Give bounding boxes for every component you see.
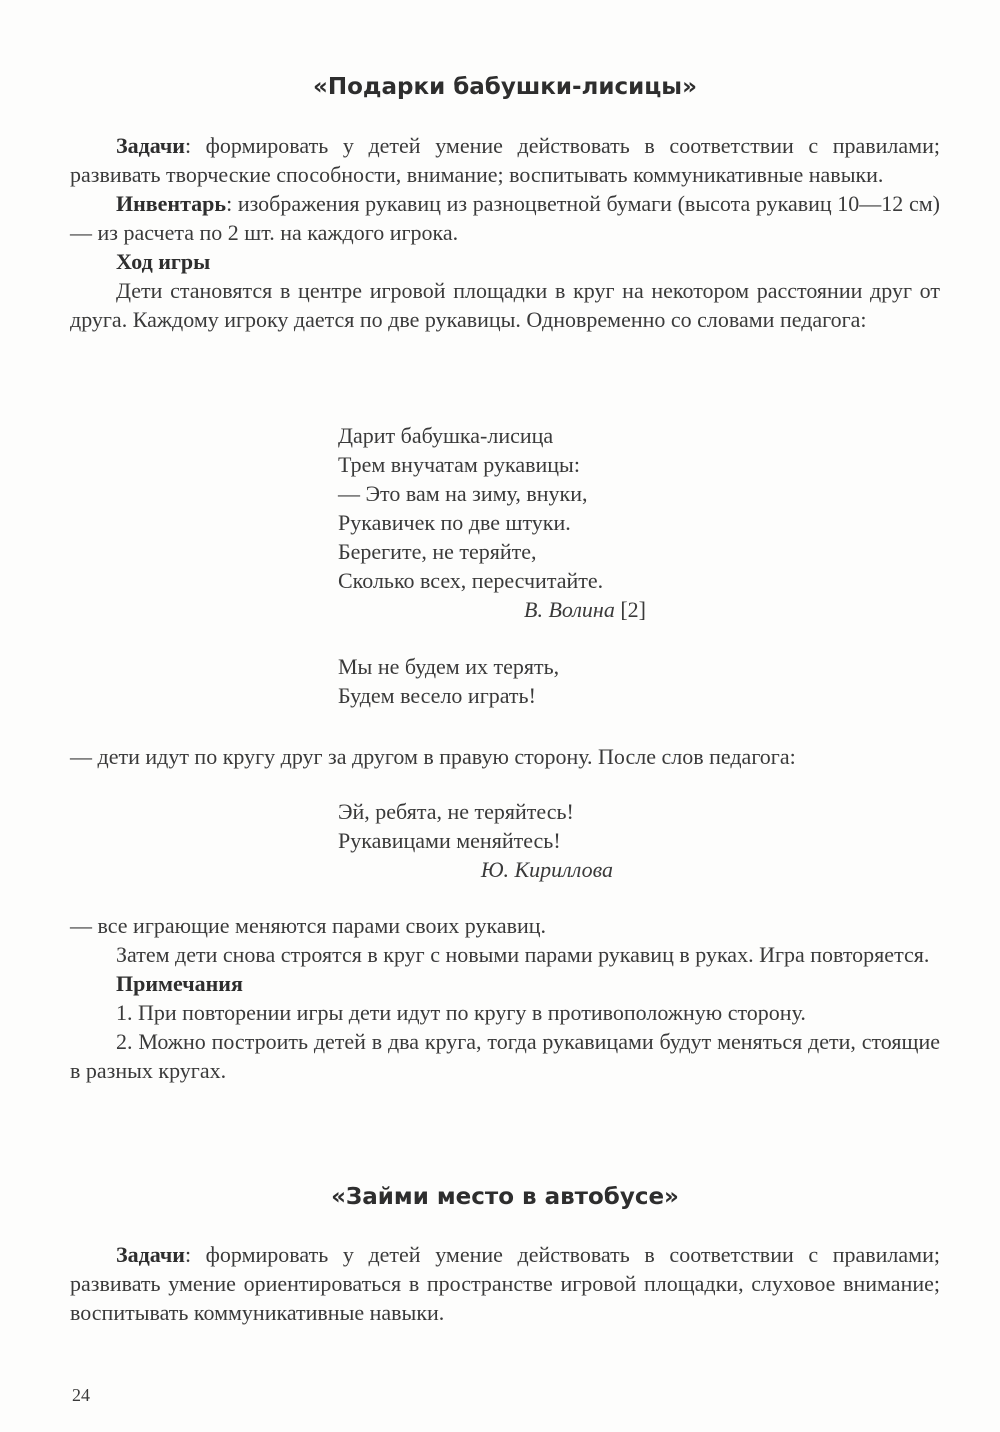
notes-label: Примечания — [116, 971, 243, 996]
game2-title: «Займи место в автобусе» — [331, 1184, 679, 1210]
game2-tasks — [70, 1240, 940, 1327]
verse-2 — [338, 652, 658, 710]
notes-heading — [70, 969, 940, 998]
game1-body — [70, 131, 940, 334]
game1-inventory — [70, 189, 940, 247]
verse-line: Рукавицами меняйтесь! — [338, 828, 561, 853]
game1-title: «Подарки бабушки-лисицы» — [313, 74, 697, 100]
game1-tasks — [70, 131, 940, 189]
after-verse-2-text: — дети идут по кругу друг за другом в правую сторону. После слов педагога: — [70, 744, 796, 769]
course-label: Ход игры — [116, 249, 211, 274]
inventory-text: : изображения рукавиц из разноцветной бумаги (высота рукавиц 10—12 см) — из расчета по 2 шт. на каждого игрока. — [70, 191, 940, 245]
verse-line: Дарит бабушка-лисица — [338, 423, 554, 448]
verse-line: — Это вам на зиму, внуки, — [338, 481, 588, 506]
note-1: 1. При повторении игры дети идут по кругу в противоположную сторону. — [116, 1000, 806, 1025]
tasks-text: : формировать у детей умение действовать в соответствии с правилами; развивать умение ориентироваться в пространстве игровой площадки, слуховое внимание; воспитывать коммуникативные навыки. — [70, 1242, 940, 1325]
game1-course-heading — [70, 247, 940, 276]
game1-course-text: Дети становятся в центре игровой площадки в круг на некотором расстоянии друг от друга. Каждому игроку дается по две рукавицы. Одновременно со словами педагога: — [70, 278, 940, 332]
after-verse-3-text: — все играющие меняются парами своих рукавиц. — [70, 913, 547, 938]
verse-line: Эй, ребята, не теряйтесь! — [338, 799, 574, 824]
game2-body — [70, 1240, 940, 1327]
verse-line: Берегите, не теряйте, — [338, 539, 537, 564]
verse-line: Сколько всех, пересчитайте. — [338, 568, 604, 593]
verse-line: Рукавичек по две штуки. — [338, 510, 571, 535]
verse-line: Мы не будем их терять, — [338, 654, 560, 679]
tasks-label: Задачи — [116, 133, 185, 158]
author-name: В. Волина — [524, 597, 615, 622]
after-verse-2 — [70, 742, 940, 771]
game1-ending — [70, 911, 940, 1085]
note-2: 2. Можно построить детей в два круга, тогда рукавицами будут меняться дети, стоящие в разных кругах. — [70, 1029, 940, 1083]
verse-1 — [338, 421, 658, 624]
verse-line: Трем внучатам рукавицы: — [338, 452, 580, 477]
tasks-label: Задачи — [116, 1242, 185, 1267]
citation-ref: [2] — [620, 597, 646, 622]
verse-author: Ю. Кириллова — [480, 857, 613, 882]
repeat-text: Затем дети снова строятся в круг с новыми парами рукавиц в руках. Игра повторяется. — [116, 942, 930, 967]
verse-3 — [338, 797, 658, 884]
tasks-text: : формировать у детей умение действовать в соответствии с правилами; развивать творческие способности, внимание; воспитывать коммуникативные навыки. — [70, 133, 940, 187]
verse-author — [338, 595, 658, 624]
page-number: 24 — [72, 1385, 90, 1405]
verse-line: Будем весело играть! — [338, 683, 536, 708]
inventory-label: Инвентарь — [116, 191, 227, 216]
